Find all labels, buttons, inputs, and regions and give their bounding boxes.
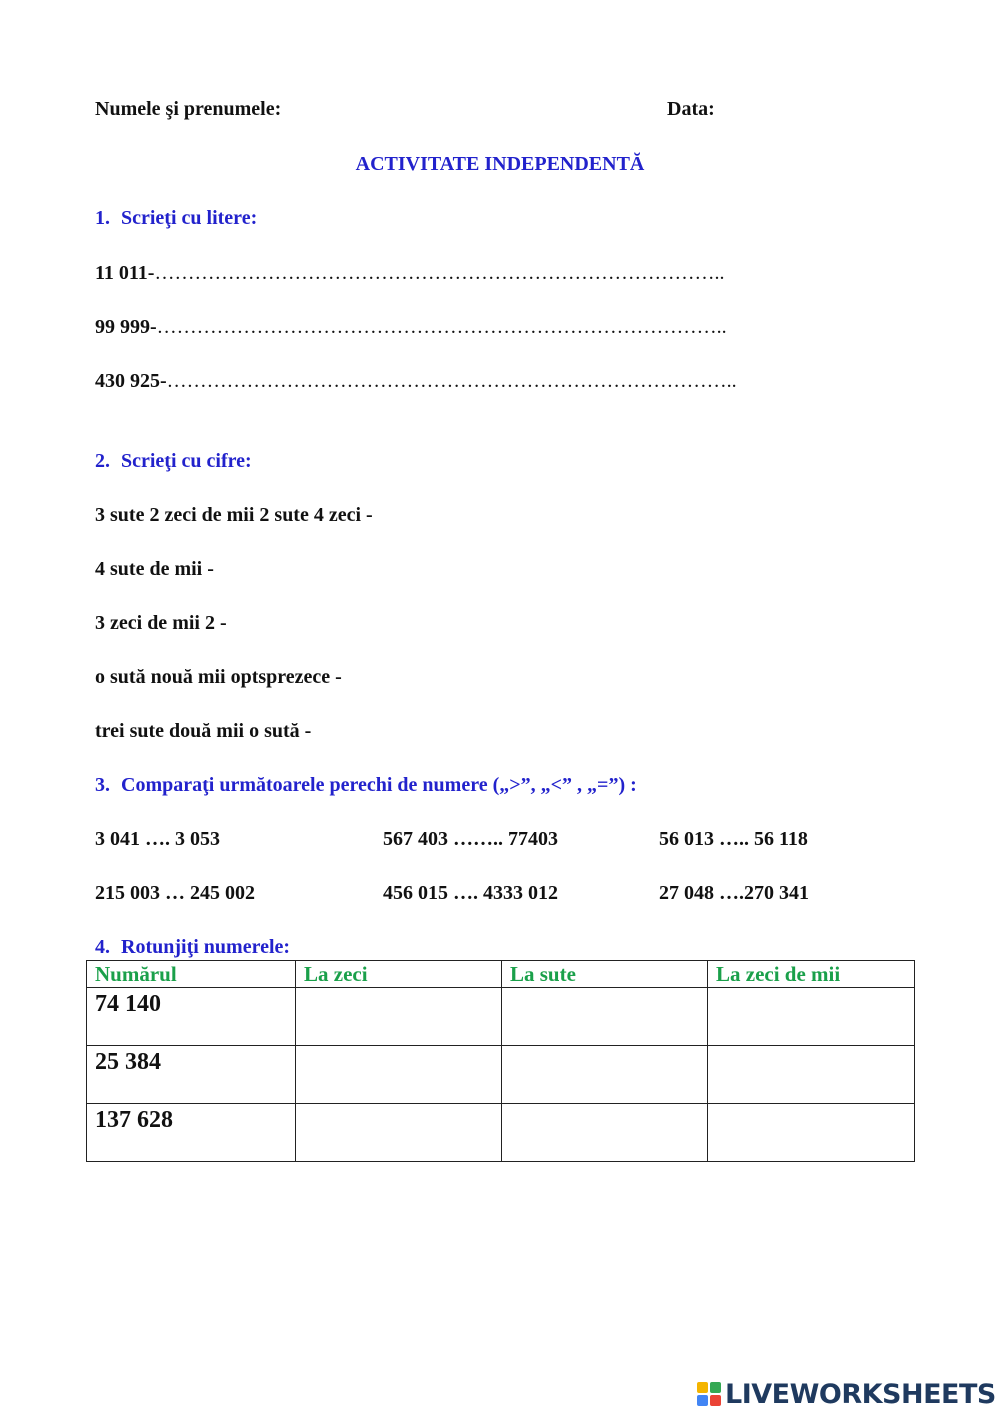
answer-cell-ten-thousands[interactable] [708,1104,915,1162]
section1-item-number: 99 999- [95,316,157,338]
compare-pair[interactable]: 456 015 …. 4333 012 [383,882,558,904]
section1-title: Scrieţi cu litere: [121,207,258,229]
column-header-tens: La zeci [296,961,502,988]
table-header-row [87,961,915,988]
section1-item [95,261,724,285]
rounding-table [86,960,915,1162]
section2-item[interactable]: 3 zeci de mii 2 - [95,612,227,634]
name-label: Numele şi prenumele: [95,98,282,120]
compare-pair[interactable]: 56 013 ….. 56 118 [659,828,808,850]
section1-heading [95,206,257,230]
answer-cell-hundreds[interactable] [502,1104,708,1162]
answer-cell-tens[interactable] [296,988,502,1046]
section1-item [95,315,727,339]
section2-title: Scrieţi cu cifre: [121,450,252,472]
answer-dots[interactable]: ………………………………………………………………………….. [156,316,727,338]
answer-cell-hundreds[interactable] [502,1046,708,1104]
column-header-ten-thousands: La zeci de mii [708,961,915,988]
answer-dots[interactable]: ………………………………………………………………………….. [166,370,737,392]
section1-item [95,369,737,393]
logo-grid-icon [697,1382,721,1406]
section1-item-number: 11 011- [95,262,155,284]
table-row [87,1104,915,1162]
section2-item[interactable]: o sută nouă mii optsprezece - [95,666,342,688]
answer-dots[interactable]: ………………………………………………………………………….. [154,262,725,284]
section4-heading [95,935,290,959]
table-row [87,988,915,1046]
section2-item[interactable]: trei sute două mii o sută - [95,720,312,742]
date-label: Data: [667,98,715,120]
row-number-cell: 137 628 [87,1104,296,1162]
liveworksheets-logo[interactable] [697,1377,996,1411]
logo-text: LIVEWORKSHEETS [725,1378,996,1410]
section4-number: 4. [95,936,110,958]
compare-pair[interactable]: 567 403 …….. 77403 [383,828,558,850]
page-title: ACTIVITATE INDEPENDENTĂ [355,153,645,175]
section2-heading [95,449,252,473]
section3-title: Comparaţi următoarele perechi de numere („>”, „<” , „=”) : [121,774,637,796]
row-number-cell: 74 140 [87,988,296,1046]
compare-pair[interactable]: 27 048 ….270 341 [659,882,809,904]
row-number-cell: 25 384 [87,1046,296,1104]
column-header-number: Numărul [87,961,296,988]
section2-number: 2. [95,450,110,472]
section1-item-number: 430 925- [95,370,167,392]
section2-item[interactable]: 3 sute 2 zeci de mii 2 sute 4 zeci - [95,504,373,526]
answer-cell-tens[interactable] [296,1104,502,1162]
compare-pair[interactable]: 215 003 … 245 002 [95,882,255,904]
section4-title: Rotunjiţi numerele: [121,936,291,958]
column-header-hundreds: La sute [502,961,708,988]
section1-number: 1. [95,207,110,229]
section3-number: 3. [95,774,110,796]
answer-cell-hundreds[interactable] [502,988,708,1046]
answer-cell-ten-thousands[interactable] [708,988,915,1046]
section2-item[interactable]: 4 sute de mii - [95,558,214,580]
table-row [87,1046,915,1104]
answer-cell-ten-thousands[interactable] [708,1046,915,1104]
compare-pair[interactable]: 3 041 …. 3 053 [95,828,220,850]
section3-heading [95,773,637,797]
answer-cell-tens[interactable] [296,1046,502,1104]
